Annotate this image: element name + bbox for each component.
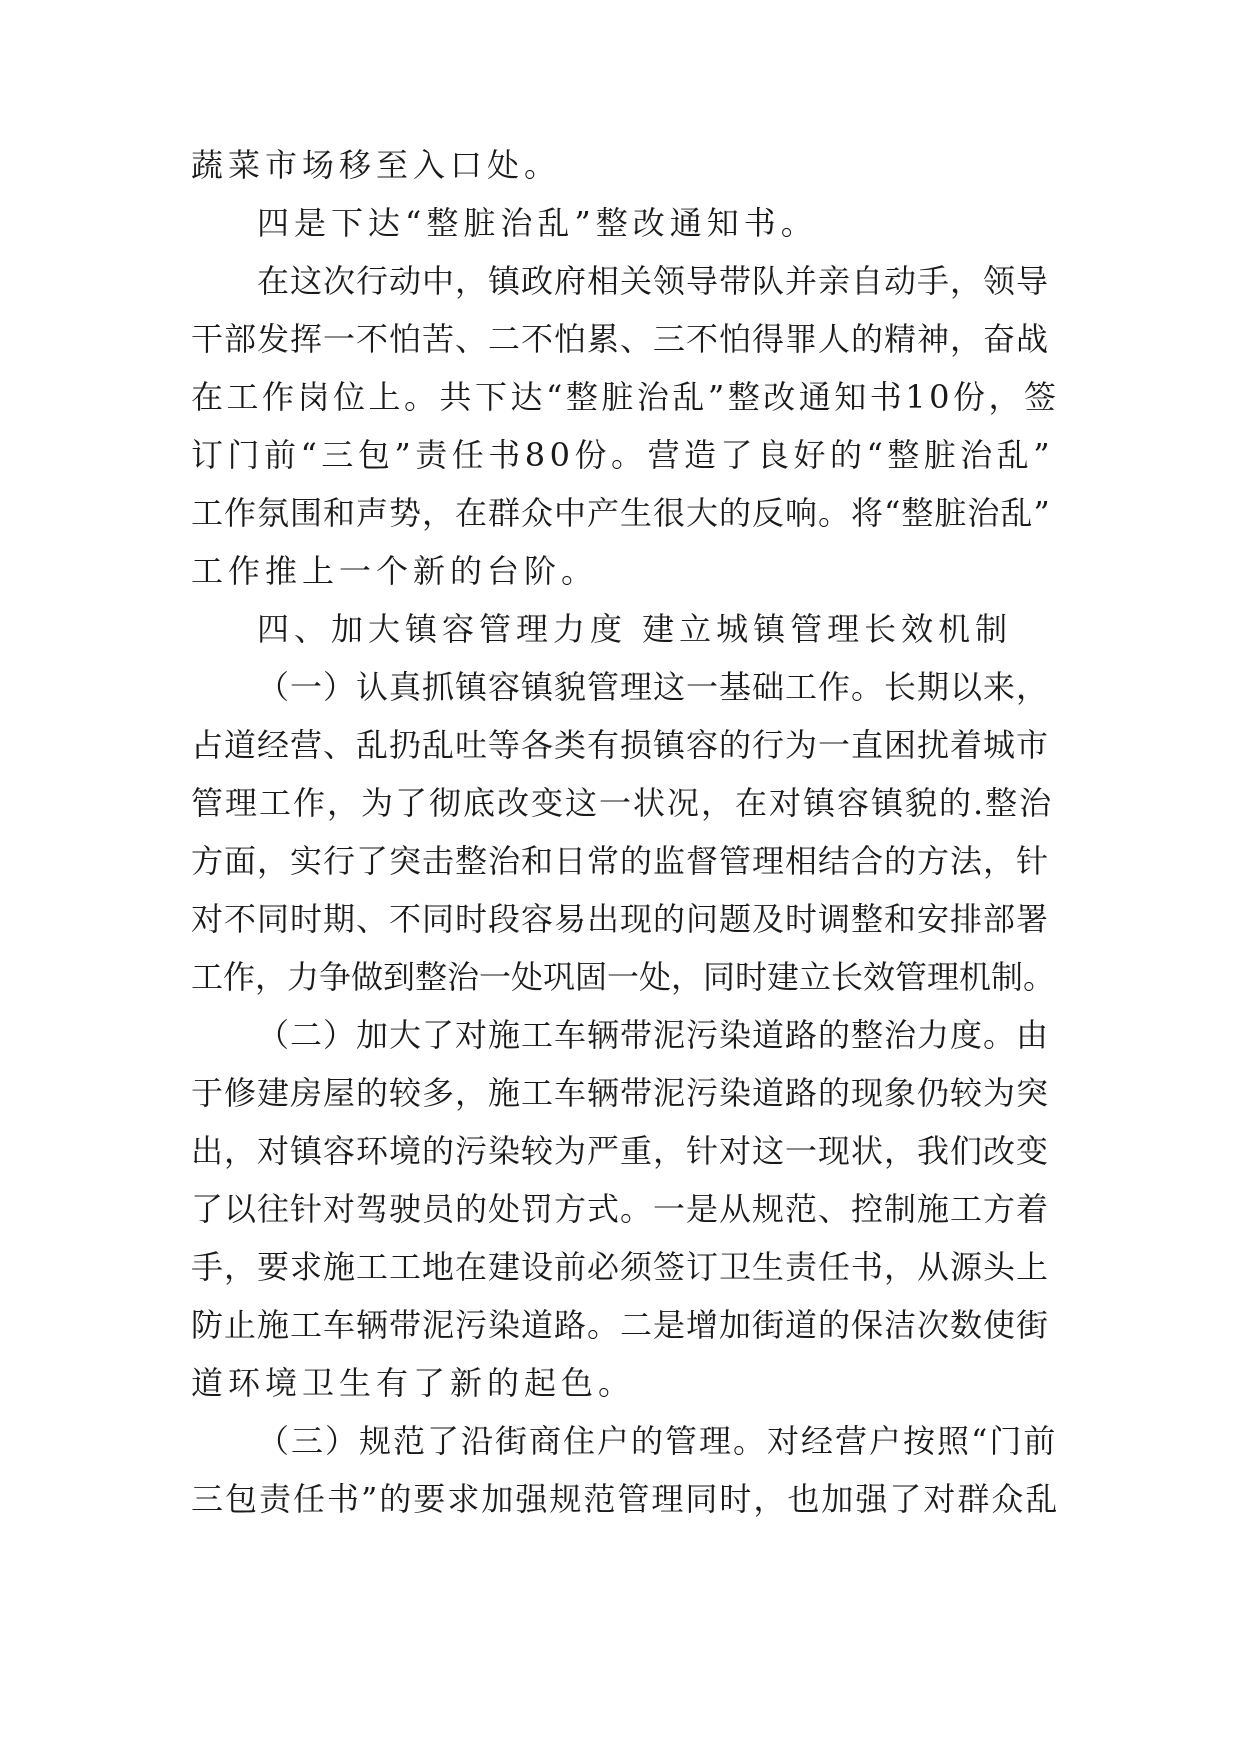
text-line: 在这次行动中，镇政府相关领导带队并亲自动手，领导 xyxy=(257,262,1050,300)
text-line: 方面，实行了突击整治和日常的监督管理相结合的方法，针 xyxy=(191,842,1050,880)
text-line: 对不同时期、不同时段容易出现的问题及时调整和安排部署 xyxy=(191,900,1050,938)
text-line: 于修建房屋的较多，施工车辆带泥污染道路的现象仍较为突 xyxy=(191,1074,1050,1112)
text-line: （一）认真抓镇容镇貌管理这一基础工作。长期以来， xyxy=(257,668,1050,706)
text-line: 工作推上一个新的台阶。 xyxy=(191,552,599,590)
text-line: 工作氛围和声势，在群众中产生很大的反响。将“整脏治乱” xyxy=(191,494,1051,532)
text-line: 在工作岗位上。共下达“整脏治乱”整改通知书10份，签 xyxy=(191,378,1060,416)
text-line: 四是下达“整脏治乱”整改通知书。 xyxy=(257,204,818,242)
text-line: 防止施工车辆带泥污染道路。二是增加街道的保洁次数使街 xyxy=(191,1306,1050,1344)
text-line: 工作，力争做到整治一处巩固一处，同时建立长效管理机制。 xyxy=(191,958,1056,996)
text-line: 干部发挥一不怕苦、二不怕累、三不怕得罪人的精神，奋战 xyxy=(191,320,1050,358)
text-line: 管理工作，为了彻底改变这一状况，在对镇容镇貌的.整治 xyxy=(191,784,1054,822)
text-line: 了以往针对驾驶员的处罚方式。一是从规范、控制施工方着 xyxy=(191,1190,1050,1228)
text-line: 道环境卫生有了新的起色。 xyxy=(191,1364,636,1402)
text-line: 订门前“三包”责任书80份。营造了良好的“整脏治乱” xyxy=(191,436,1055,474)
text-line: （三）规范了沿街商住户的管理。对经营户按照“门前 xyxy=(257,1422,1058,1460)
section-heading: 四、加大镇容管理力度 建立城镇管理长效机制 xyxy=(257,610,1013,648)
text-line: 蔬菜市场移至入口处。 xyxy=(191,146,562,184)
text-line: （二）加大了对施工车辆带泥污染道路的整治力度。由 xyxy=(257,1016,1050,1054)
text-line: 三包责任书”的要求加强规范管理同时，也加强了对群众乱 xyxy=(191,1480,1060,1518)
text-line: 占道经营、乱扔乱吐等各类有损镇容的行为一直困扰着城市 xyxy=(191,726,1050,764)
text-line: 出，对镇容环境的污染较为严重，针对这一现状，我们改变 xyxy=(191,1132,1050,1170)
text-line: 手，要求施工工地在建设前必须签订卫生责任书，从源头上 xyxy=(191,1248,1050,1286)
